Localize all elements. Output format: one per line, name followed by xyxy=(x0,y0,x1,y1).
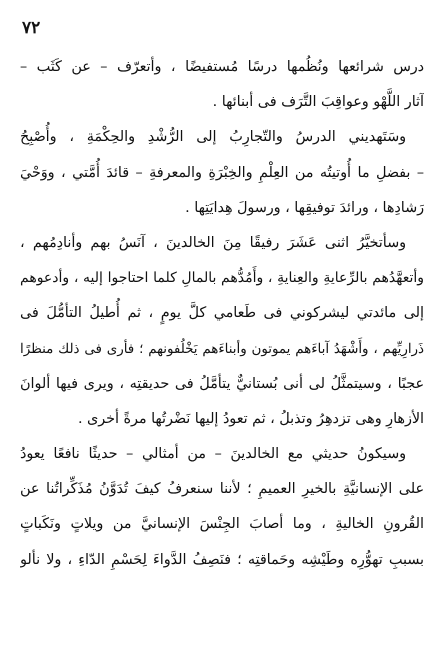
text-line-2: آثار اللَّهْو وعواقِبَ التَّرَف فى أبنائها . xyxy=(212,94,424,111)
text-line-3: وسَتَهديني الدرسُ والتّجارِبُ إلى الرُّشْدِ والحِكْمَةِ ، وأُصْبِحُ xyxy=(20,129,406,146)
text-line-8: إلى مائدتي ليشركوني فى طَعامي كلَّ يومٍ ، ثم أُطيلُ التأمُّلَ فى xyxy=(20,305,424,322)
text-line-13: على الإنسانيَّةِ بالخيرِ العميمِ ؛ لأننا سنعرفُ كيفَ تُدَوَّنُ مُذَكِّراتُنا عن xyxy=(20,481,424,498)
text-line-11: الأزهارِ وهى تزدهِرُ وتذبلُ ، ثم تعودُ إليها نَضْرتُها مرةً أخرى . xyxy=(77,410,424,427)
text-line-1: درس شرائعها ونُظُمها درسًا مُستفيضًا ، وأتعرّف – عن كَثَب – xyxy=(20,59,424,75)
text-line-5: رَشادِها ، ورائدَ توفيقِها ، ورسولَ هِدايَتِها . xyxy=(185,199,424,216)
text-line-4: – بفضلِ ما أُوتيتُه من العِلْمِ والخِبْرَةِ والمعرفةِ – قائدَ أُمَّتي ، ووَحْيَ xyxy=(20,164,424,181)
text-line-15: بسببِ تهوُّرِه وطَيْشِه وحَماقتِه ؛ فنَصِفُ الدَّواءَ لِحَسْمِ الدّاءِ ، ولا نألو xyxy=(20,551,424,568)
text-line-14: القُرونِ الخاليةِ ، وما أصابَ الجِنْسَ الإنسانيَّ من ويلاتٍ ونَكَباتٍ xyxy=(20,516,424,533)
body-text xyxy=(20,50,424,578)
page-number: ٧٢ xyxy=(22,18,41,38)
text-line-12: وسيكونُ حديثي مع الخالدينَ – من أمثالي – حديثًا نافعًا يعودُ xyxy=(20,446,406,463)
text-line-7: وأتعهَّدُهم بالرِّعايةِ والعِنايةِ ، وأَمُدُّهم بالمالِ كلما احتاجوا إليه ، وأدعوهم xyxy=(20,270,424,287)
text-line-9: ذَرارِيِّهم ، وأَشْهَدُ آباءَهم يموتون وأبناءَهم يَخْلُفونهم ؛ فأرى فى ذلك منظرًا xyxy=(20,341,424,357)
text-line-10: عجبًا ، وسيتمثَّلُ لى أنى بُستانيٌّ يتأمَّلُ فى حديقتِه ، ويرى فيها ألوانَ xyxy=(20,375,424,392)
text-line-6: وسأتخيَّرُ اثنى عَشَرَ رفيقًا مِنَ الخالدينَ ، آنَسُ بهم وأنادِمُهم ، xyxy=(20,234,406,251)
